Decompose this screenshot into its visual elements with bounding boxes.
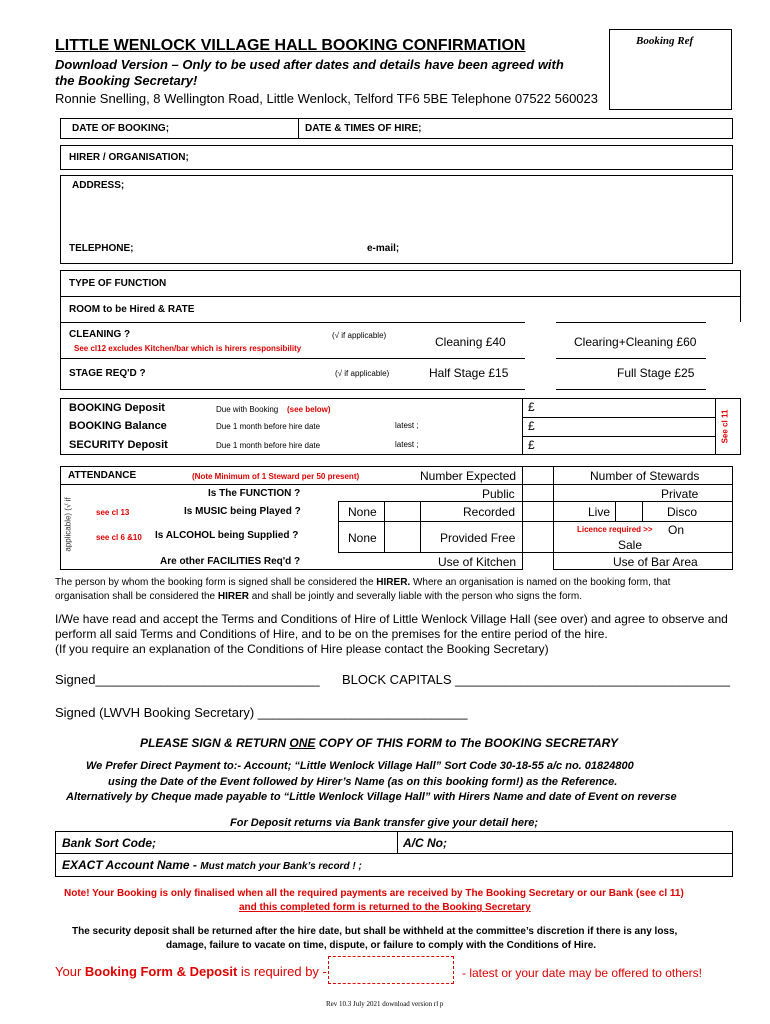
required-by-date-input[interactable]	[328, 956, 454, 984]
alcohol-none-checkbox[interactable]	[385, 522, 420, 552]
deposit-amount-field[interactable]: £	[528, 400, 535, 414]
live-option: Live	[588, 505, 611, 519]
divider	[397, 831, 398, 853]
account-name-field[interactable]: EXACT Account Name - Must match your Bank’s record ! ;	[62, 858, 362, 872]
number-expected-label: Number Expected	[420, 469, 517, 483]
clearing-cleaning-price: Clearing+Cleaning £60	[574, 335, 697, 349]
divider	[60, 484, 733, 485]
booking-deposit-label: BOOKING Deposit	[69, 402, 165, 414]
divider	[55, 853, 733, 854]
hirer-field[interactable]: HIRER / ORGANISATION;	[69, 152, 189, 163]
booking-balance-due: Due 1 month before hire date	[216, 422, 321, 431]
email-field[interactable]: e-mail;	[367, 243, 400, 254]
signed-field[interactable]: Signed_______________________________	[55, 672, 320, 687]
cleaning-checkbox[interactable]	[525, 322, 556, 358]
function-question: Is The FUNCTION ?	[208, 488, 301, 499]
room-rate-field[interactable]: ROOM to be Hired & RATE	[69, 304, 195, 315]
attendance-label: ATTENDANCE	[68, 470, 137, 481]
alcohol-question: Is ALCOHOL being Supplied ?	[155, 530, 299, 541]
music-none-option: None	[348, 505, 377, 519]
booking-ref-label: Booking Ref	[636, 35, 694, 47]
required-by-label: Your Booking Form & Deposit is required by -	[55, 964, 327, 979]
direct-payment-line1: We Prefer Direct Payment to:- Account; “Little Wenlock Village Hall” Sort Code 30-18-55 a/c no. 01824800	[86, 760, 634, 772]
see-cl11-note: See cl 11	[720, 409, 730, 444]
number-expected-input[interactable]	[523, 467, 553, 484]
security-deposit-note-line2: damage, failure to vacate on time, dispute, or failure to comply with the Conditions of Hire.	[166, 940, 597, 951]
sign-return-instruction: PLEASE SIGN & RETURN ONE COPY OF THIS FORM to The BOOKING SECRETARY	[140, 736, 619, 750]
offered-to-others-note: - latest or your date may be offered to others!	[462, 966, 702, 980]
booking-deposit-see: (see below)	[287, 405, 331, 414]
full-stage-price: Full Stage £25	[617, 366, 695, 380]
type-of-function-field[interactable]: TYPE OF FUNCTION	[69, 278, 167, 289]
private-option: Private	[661, 487, 699, 501]
music-question: Is MUSIC being Played ?	[184, 506, 301, 517]
divider	[522, 417, 715, 418]
hirer-definition-line1: The person by whom the booking form is signed shall be considered the HIRER. Where an organisation is named on the booking form, that	[55, 577, 671, 588]
cleaning-note: See cl12 excludes Kitchen/bar which is hirers responsibility	[74, 344, 302, 353]
provided-free-checkbox[interactable]	[523, 522, 553, 552]
on-sale-option: On	[668, 523, 685, 537]
divider	[60, 322, 741, 323]
divider	[298, 118, 299, 139]
sale-label: Sale	[618, 538, 643, 552]
bar-area-option: Use of Bar Area	[613, 555, 698, 569]
balance-latest-date[interactable]: latest ;	[395, 421, 419, 430]
finalised-note-line2: and this completed form is returned to the Booking Secretary	[239, 902, 531, 913]
public-option: Public	[482, 487, 515, 501]
divider	[338, 501, 339, 552]
alcohol-none-option: None	[348, 531, 377, 545]
see-cl13-note: see cl 13	[96, 508, 130, 517]
block-capitals-field[interactable]: BLOCK CAPITALS ______________________________________	[342, 672, 730, 687]
divider	[522, 436, 715, 437]
page-title: LITTLE WENLOCK VILLAGE HALL BOOKING CONFIRMATION	[55, 37, 526, 54]
address-field[interactable]: ADDRESS;	[72, 180, 125, 191]
revision-note: Rev 10.3 July 2021 download version rl p	[326, 1000, 444, 1008]
disco-option: Disco	[667, 505, 698, 519]
divider	[715, 398, 716, 455]
security-amount-field[interactable]: £	[528, 438, 535, 452]
attendance-note: (Note Minimum of 1 Steward per 50 present)	[192, 472, 360, 481]
hirer-definition-line2: organisation shall be considered the HIRER and shall be jointly and severally liable with the person who signs the form.	[55, 591, 582, 602]
live-checkbox[interactable]	[616, 502, 642, 521]
provided-free-option: Provided Free	[440, 531, 516, 545]
security-deposit-due: Due 1 month before hire date	[216, 441, 321, 450]
security-deposit-label: SECURITY Deposit	[69, 439, 168, 451]
recorded-checkbox[interactable]	[523, 502, 553, 521]
kitchen-option: Use of Kitchen	[438, 555, 517, 569]
half-stage-checkbox[interactable]	[525, 358, 556, 390]
deposit-returns-instruction: For Deposit returns via Bank transfer give your detail here;	[230, 817, 539, 829]
facilities-question: Are other FACILITIES Req'd ?	[160, 556, 301, 567]
accept-terms-line3: (If you require an explanation of the Conditions of Hire please contact the Booking Secretary)	[55, 642, 549, 656]
divider	[553, 466, 554, 570]
contact-line: Ronnie Snelling, 8 Wellington Road, Little Wenlock, Telford TF6 5BE Telephone 07522 560023	[55, 91, 598, 106]
cheque-payment-line: Alternatively by Cheque made payable to “Little Wenlock Village Hall” with Hirers Name and date of Event on reverse	[66, 791, 677, 803]
balance-amount-field[interactable]: £	[528, 419, 535, 433]
finalised-note-line1: Note! Your Booking is only finalised when all the required payments are received by The Booking Secretary or our Bank (see cl 11)	[64, 888, 684, 899]
divider	[60, 296, 741, 297]
kitchen-checkbox[interactable]	[523, 553, 553, 570]
number-stewards-label: Number of Stewards	[590, 469, 700, 483]
divider	[642, 501, 643, 521]
accept-terms-line2: perform all said Terms and Conditions of Hire, and to be on the premises for the entire period of the hire.	[55, 627, 608, 641]
date-of-booking-field[interactable]: DATE OF BOOKING;	[72, 123, 170, 134]
divider	[420, 501, 421, 552]
accept-terms-line1: I/We have read and accept the Terms and Conditions of Hire of Little Wenlock Village Hall (see over) and agree to observe and	[55, 612, 728, 626]
date-times-hire-field[interactable]: DATE & TIMES OF HIRE;	[305, 123, 422, 134]
public-checkbox[interactable]	[523, 485, 553, 501]
stage-label: STAGE REQ'D ?	[69, 368, 146, 379]
subtitle-line2: the Booking Secretary!	[55, 73, 198, 88]
security-latest-date[interactable]: latest ;	[395, 440, 419, 449]
music-none-checkbox[interactable]	[385, 502, 420, 521]
applicable-side-label: applicable) (√ if	[63, 497, 73, 552]
telephone-field[interactable]: TELEPHONE;	[69, 243, 134, 254]
booking-balance-label: BOOKING Balance	[69, 420, 167, 432]
booking-deposit-due: Due with Booking	[216, 405, 279, 414]
if-applicable-note: (√ if applicable)	[332, 331, 387, 340]
see-cl6-note: see cl 6 &10	[96, 533, 142, 542]
direct-payment-line2: using the Date of the Event followed by Hirer’s Name (as on this booking form!) as the Reference.	[108, 776, 618, 788]
if-applicable-note: (√ if applicable)	[335, 369, 390, 378]
clearing-cleaning-checkbox[interactable]	[706, 322, 741, 358]
cleaning-price: Cleaning £40	[435, 335, 506, 349]
licence-note: Licence required >>	[577, 525, 653, 534]
subtitle-line1: Download Version – Only to be used after dates and details have been agreed with	[55, 57, 564, 72]
divider	[522, 398, 523, 455]
half-stage-price: Half Stage £15	[429, 366, 509, 380]
secretary-signature-field[interactable]: Signed (LWVH Booking Secretary) _____________________________	[55, 705, 468, 720]
security-deposit-note-line1: The security deposit shall be returned after the hire date, but shall be withheld at the committee’s discretion if there is any loss,	[72, 926, 678, 937]
divider	[60, 358, 741, 359]
full-stage-checkbox[interactable]	[706, 358, 741, 390]
bank-sort-code-field[interactable]: Bank Sort Code;	[62, 836, 157, 850]
account-number-field[interactable]: A/C No;	[403, 836, 447, 850]
recorded-option: Recorded	[463, 505, 516, 519]
booking-ref-box[interactable]	[609, 29, 732, 110]
cleaning-label: CLEANING ?	[69, 329, 131, 340]
